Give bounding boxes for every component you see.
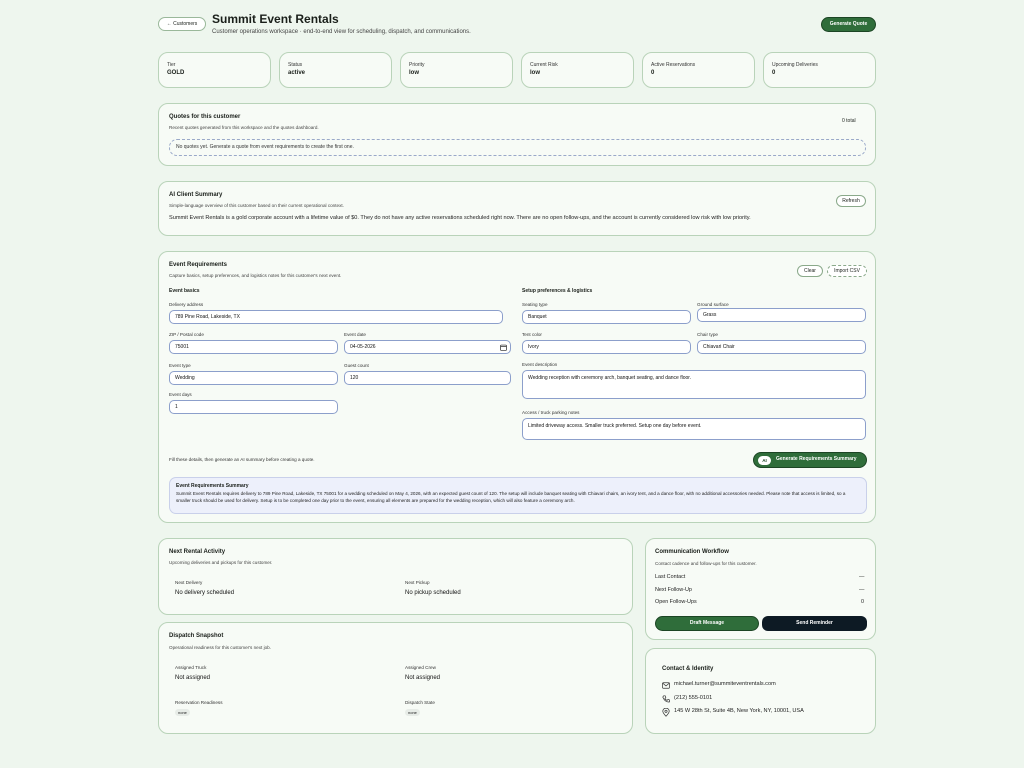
quotes-title: Quotes for this customer xyxy=(169,114,241,120)
next-pickup-label: Next Pickup xyxy=(405,580,430,585)
stat-value: 0 xyxy=(772,70,776,76)
event-days-label: Event days xyxy=(169,392,192,397)
requirements-hint: Fill these details, then generate an AI summary before creating a quote. xyxy=(169,457,315,462)
last-contact-value: — xyxy=(859,574,865,580)
clear-button[interactable]: Clear xyxy=(797,265,823,277)
requirements-subtitle: Capture basics, setup preferences, and logistics notes for this customer's next event. xyxy=(169,273,342,278)
setup-preferences-heading: Setup preferences & logistics xyxy=(522,288,593,294)
assigned-crew-value: Not assigned xyxy=(405,675,441,681)
guest-count-label: Guest count xyxy=(344,363,369,368)
quotes-card xyxy=(158,103,876,166)
contact-phone[interactable]: (212) 555-0101 xyxy=(674,695,713,701)
page-subtitle: Customer operations workspace · end-to-end view for scheduling, dispatch, and communications. xyxy=(212,29,471,35)
event-date-label: Event date xyxy=(344,332,366,337)
quotes-empty-state: No quotes yet. Generate a quote from event requirements to create the first one. xyxy=(169,139,866,156)
assigned-crew-label: Assigned Crew xyxy=(405,665,436,670)
reservation-readiness-badge: none xyxy=(175,709,190,716)
tent-color-input[interactable]: Ivory xyxy=(522,340,691,354)
contact-address: 145 W 28th St, Suite 4B, New York, NY, 10001, USA xyxy=(674,708,804,714)
requirements-title: Event Requirements xyxy=(169,262,228,268)
rental-activity-subtitle: Upcoming deliveries and pickups for this customer. xyxy=(169,560,273,565)
stat-value: GOLD xyxy=(167,70,185,76)
stat-status xyxy=(279,52,392,88)
zip-input[interactable]: 75001 xyxy=(169,340,338,354)
event-requirements-card xyxy=(158,251,876,523)
communication-workflow-card xyxy=(645,538,876,640)
next-follow-up-label: Next Follow-Up xyxy=(655,587,692,593)
stat-label: Upcoming Deliveries xyxy=(772,62,818,68)
event-description-textarea[interactable]: Wedding reception with ceremony arch, banquet seating, and dance floor. xyxy=(522,370,866,399)
draft-message-button[interactable]: Draft Message xyxy=(655,616,759,631)
stat-label: Status xyxy=(288,62,303,68)
stat-value: low xyxy=(409,70,419,76)
stat-current-risk xyxy=(521,52,634,88)
back-to-customers-button[interactable]: ← Customers xyxy=(158,17,206,31)
page-title: Summit Event Rentals xyxy=(212,12,339,26)
stat-label: Current Risk xyxy=(530,62,558,68)
mail-icon xyxy=(662,682,670,689)
ground-surface-label: Ground surface xyxy=(697,302,729,307)
communication-subtitle: Contact cadence and follow-ups for this customer. xyxy=(655,561,757,566)
event-date-value: 04-05-2026 xyxy=(350,344,376,350)
last-contact-label: Last Contact xyxy=(655,574,686,580)
next-delivery-label: Next Delivery xyxy=(175,580,203,585)
open-follow-ups-value: 0 xyxy=(861,599,864,605)
next-pickup-value: No pickup scheduled xyxy=(405,590,461,596)
generate-requirements-summary-button[interactable] xyxy=(753,452,867,468)
generate-quote-button[interactable]: Generate Quote xyxy=(821,17,876,32)
stat-upcoming-deliveries xyxy=(763,52,876,88)
dispatch-state-label: Dispatch State xyxy=(405,700,435,705)
refresh-button[interactable]: Refresh xyxy=(836,195,866,207)
event-basics-heading: Event basics xyxy=(169,288,200,294)
quotes-total-badge: 0 total xyxy=(842,118,856,124)
stat-label: Priority xyxy=(409,62,425,68)
access-notes-textarea[interactable]: Limited driveway access. Smaller truck preferred. Setup one day before event. xyxy=(522,418,866,440)
next-rental-activity-card xyxy=(158,538,633,615)
stat-label: Active Reservations xyxy=(651,62,696,68)
ai-summary-subtitle: Simple-language overview of this customer based on their current operational context. xyxy=(169,203,344,208)
location-pin-icon xyxy=(662,708,670,717)
delivery-address-input[interactable]: 789 Pine Road, Lakeside, TX xyxy=(169,310,503,324)
stat-value: low xyxy=(530,70,540,76)
ground-surface-input[interactable]: Grass xyxy=(697,308,866,322)
event-days-input[interactable]: 1 xyxy=(169,400,338,414)
stat-value: 0 xyxy=(651,70,655,76)
seating-type-label: Seating type xyxy=(522,302,548,307)
event-description-label: Event description xyxy=(522,362,558,367)
assigned-truck-label: Assigned Truck xyxy=(175,665,207,670)
seating-type-input[interactable]: Banquet xyxy=(522,310,691,324)
reservation-readiness-label: Reservation Readiness xyxy=(175,700,223,705)
requirements-summary-box xyxy=(169,477,867,514)
import-csv-button[interactable]: Import CSV xyxy=(827,265,867,277)
next-follow-up-value: — xyxy=(859,587,865,593)
ai-summary-title: AI Client Summary xyxy=(169,192,223,198)
chair-type-label: Chair type xyxy=(697,332,718,337)
dispatch-subtitle: Operational readiness for this customer's next job. xyxy=(169,645,271,650)
contact-identity-card xyxy=(645,648,876,734)
access-notes-label: Access / truck parking notes xyxy=(522,410,580,415)
chair-type-input[interactable]: Chiavari Chair xyxy=(697,340,866,354)
stat-active-reservations xyxy=(642,52,755,88)
ai-summary-text: Summit Event Rentals is a gold corporate account with a lifetime value of $0. They do not have any active reservations scheduled right now. There are no open follow-ups, and the account is currently considered low risk with low priority. xyxy=(169,215,751,221)
ai-client-summary-card xyxy=(158,181,876,236)
assigned-truck-value: Not assigned xyxy=(175,675,211,681)
dispatch-title: Dispatch Snapshot xyxy=(169,633,224,639)
contact-email[interactable]: michael.turner@summiteventrentals.com xyxy=(674,681,776,687)
next-delivery-value: No delivery scheduled xyxy=(175,590,235,596)
event-type-input[interactable]: Wedding xyxy=(169,371,338,385)
stat-priority xyxy=(400,52,513,88)
stat-label: Tier xyxy=(167,62,176,68)
contact-title: Contact & Identity xyxy=(662,666,714,672)
summary-box-text: Summit Event Rentals requires delivery to 789 Pine Road, Lakeside, TX 75001 for a wedding scheduled on May 4, 2026, with an expected guest count of 120. The setup will include banquet seating with Chiavari chairs, an ivory tent, and a dance floor, with no additional accessories needed. Please note that access is limited, so a smaller truck should be used for delivery. Setup is to be completed one day prior to the event, ensuring all elements are prepared for the wedding reception, which will also feature a ceremony arch. xyxy=(176,491,846,503)
summary-box-title: Event Requirements Summary xyxy=(176,483,249,489)
send-reminder-button[interactable]: Send Reminder xyxy=(762,616,867,631)
dispatch-state-badge: none xyxy=(405,709,420,716)
tent-color-label: Tent color xyxy=(522,332,542,337)
stat-tier xyxy=(158,52,271,88)
phone-icon xyxy=(662,695,670,703)
open-follow-ups-label: Open Follow-Ups xyxy=(655,599,697,605)
delivery-address-label: Delivery address xyxy=(169,302,204,307)
ai-chip: AI xyxy=(758,456,771,465)
event-type-label: Event type xyxy=(169,363,191,368)
calendar-icon[interactable] xyxy=(500,344,507,351)
event-date-input[interactable] xyxy=(344,340,511,354)
quotes-subtitle: Recent quotes generated from this workspace and the quotes dashboard. xyxy=(169,125,319,130)
zip-label: ZIP / Postal code xyxy=(169,332,204,337)
rental-activity-title: Next Rental Activity xyxy=(169,549,226,555)
communication-title: Communication Workflow xyxy=(655,549,729,555)
dispatch-snapshot-card xyxy=(158,622,633,734)
guest-count-input[interactable]: 120 xyxy=(344,371,511,385)
generate-summary-label: Generate Requirements Summary xyxy=(776,456,857,462)
stat-value: active xyxy=(288,70,306,76)
